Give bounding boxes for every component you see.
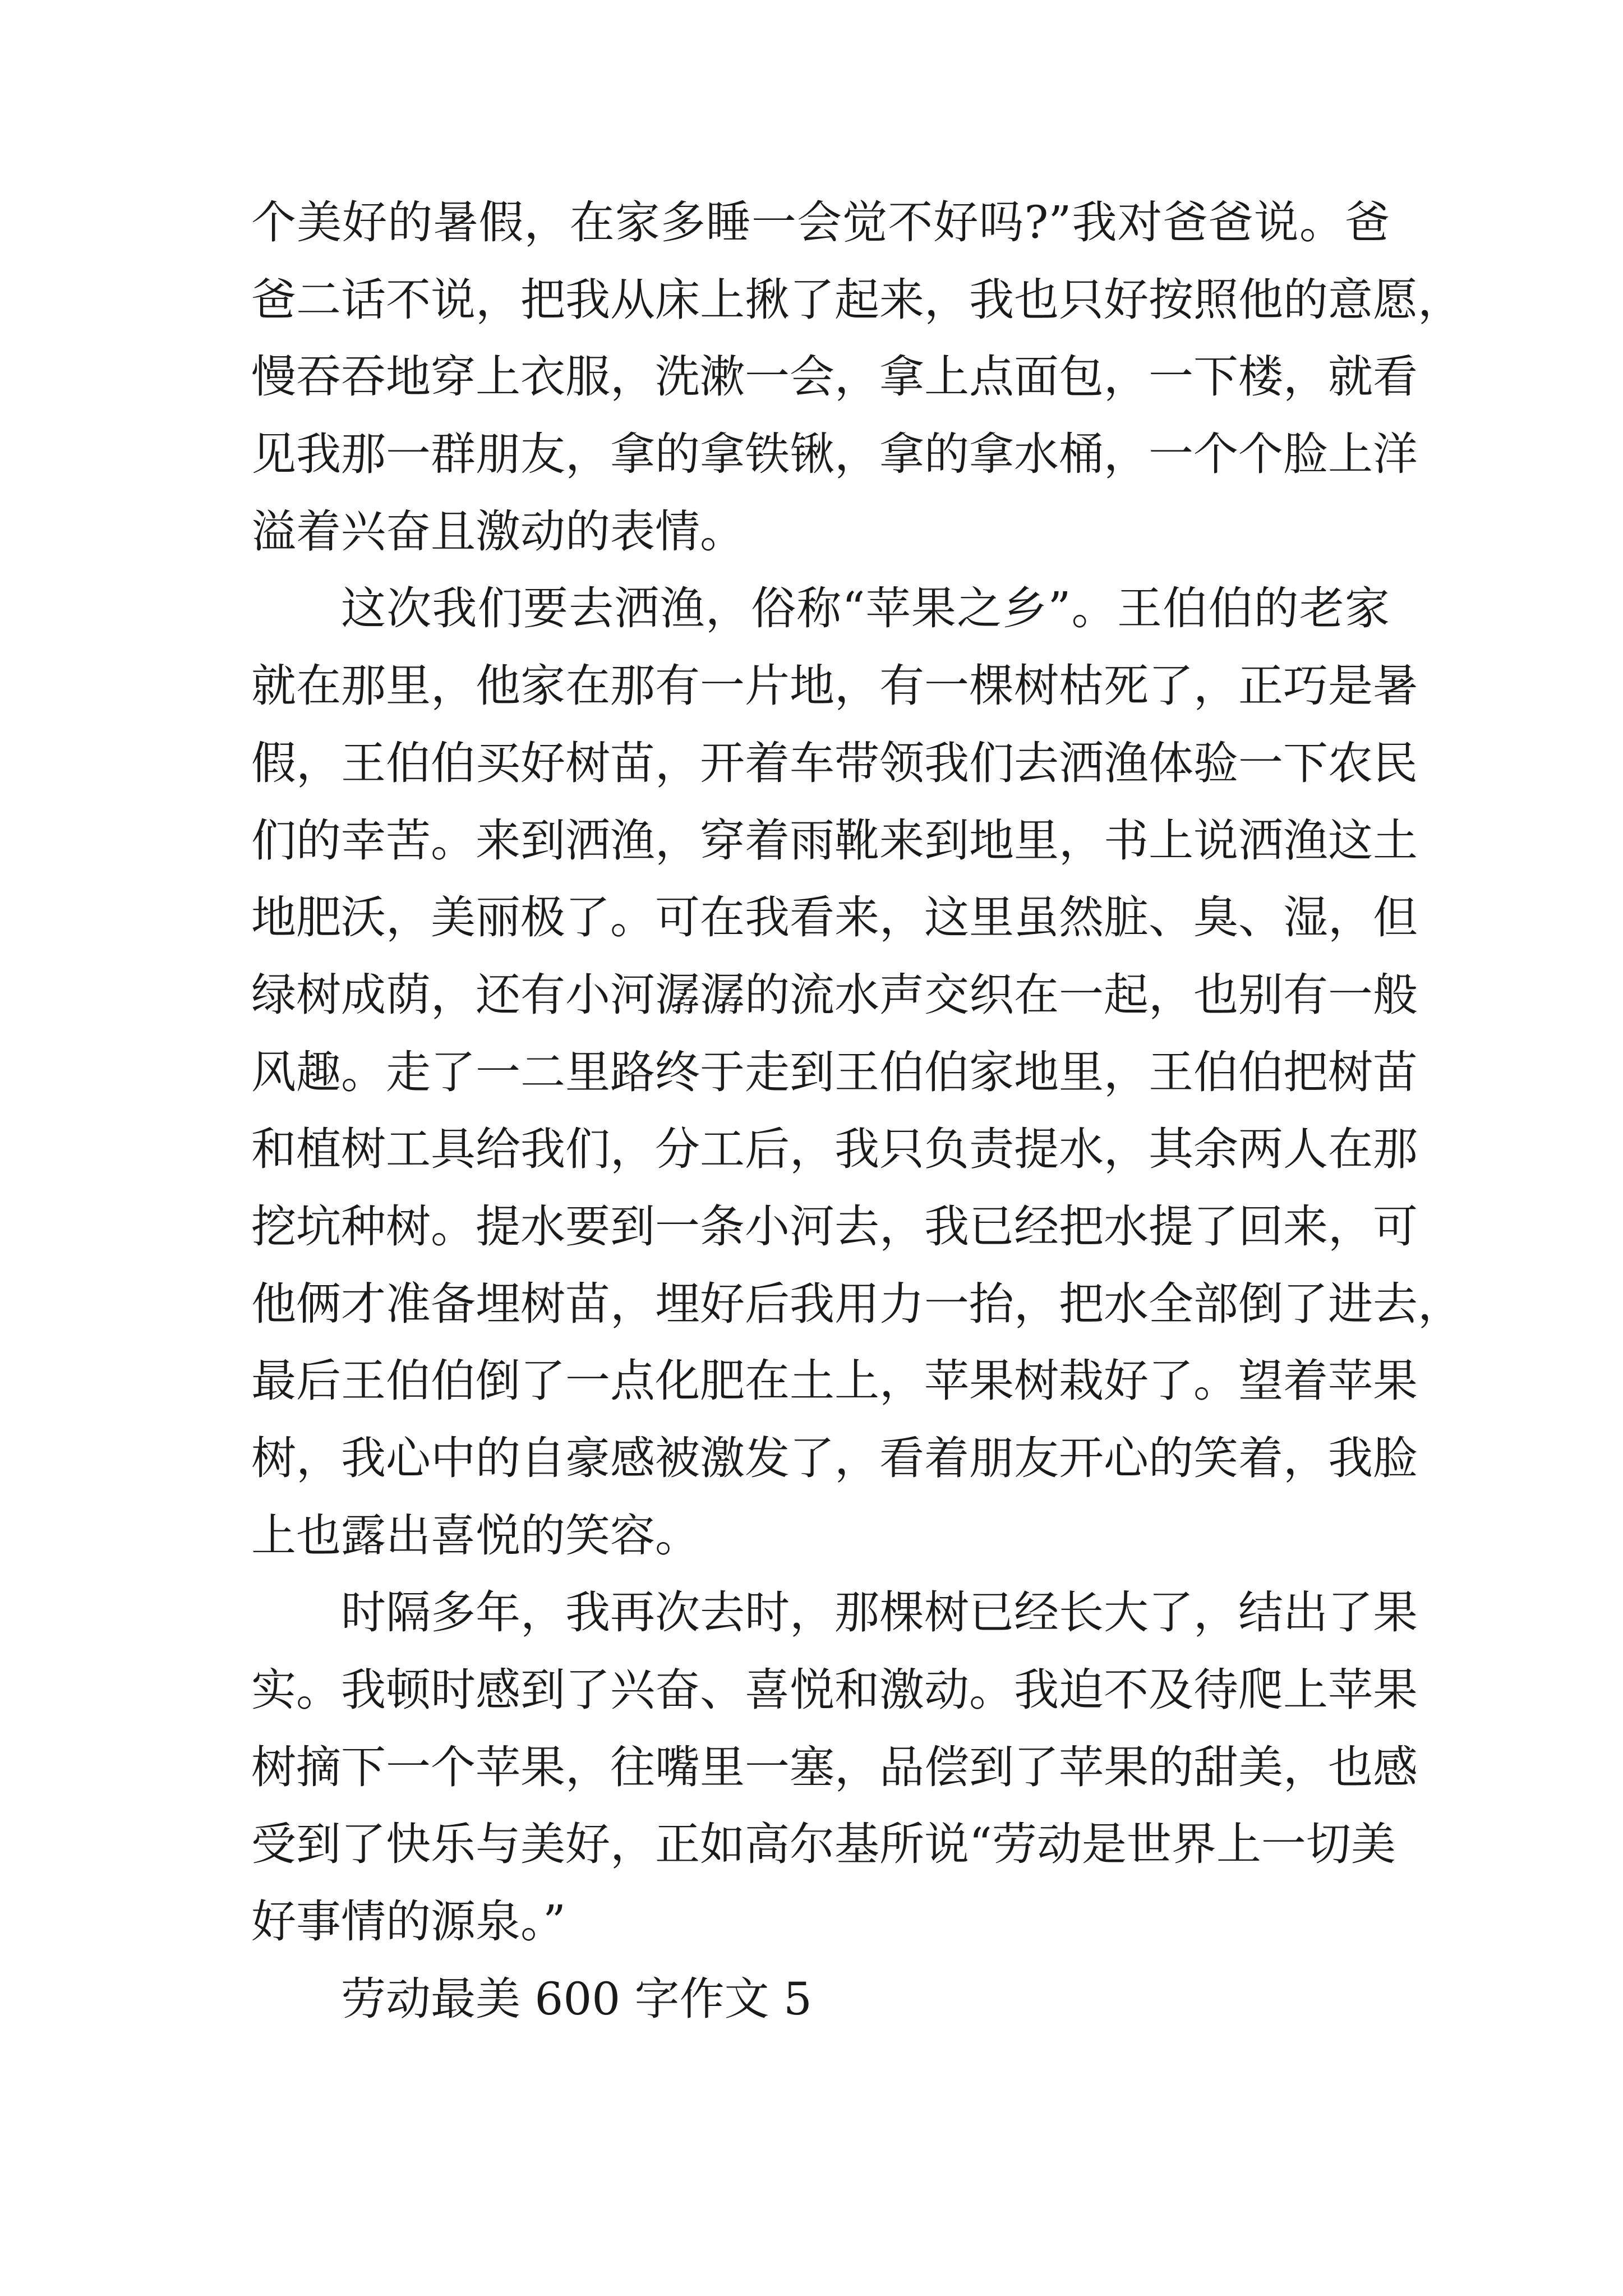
paragraph: [251, 570, 1463, 1574]
document-body: [251, 184, 1463, 2038]
text-line: 假，王伯伯买好树苗，开着车带领我们去洒渔体验一下农民: [251, 737, 1418, 789]
paragraph: [251, 1574, 1418, 1960]
text-line: 就在那里，他家在那有一片地，有一棵树枯死了，正巧是暑: [251, 660, 1418, 712]
text-line: 上也露出喜悦的笑容。: [251, 1509, 700, 1562]
text-line: 他俩才准备埋树苗，埋好后我用力一抬，把水全部倒了进去，: [251, 1277, 1463, 1330]
text-line: 们的幸苦。来到洒渔，穿着雨靴来到地里，书上说洒渔这土: [251, 814, 1418, 867]
text-line: 时隔多年，我再次去时，那棵树已经长大了，结出了果: [341, 1586, 1418, 1639]
text-line: 实。我顿时感到了兴奋、喜悦和激动。我迫不及待爬上苹果: [251, 1664, 1418, 1717]
text-line: 和植树工具给我们，分工后，我只负责提水，其余两人在那: [251, 1123, 1418, 1176]
text-line: 风趣。走了一二里路终于走到王伯伯家地里，王伯伯把树苗: [251, 1046, 1418, 1098]
text-line: 地肥沃，美丽极了。可在我看来，这里虽然脏、臭、湿，但: [251, 891, 1418, 944]
text-line: 慢吞吞地穿上衣服，洗漱一会，拿上点面包，一下楼，就看: [251, 351, 1418, 403]
text-line: 这次我们要去洒渔，俗称“苹果之乡”。王伯伯的老家: [341, 582, 1390, 635]
section-heading: [251, 1961, 1390, 2038]
paragraph: [251, 184, 1463, 570]
text-line: 受到了快乐与美好，正如高尔基所说“劳动是世界上一切美: [251, 1818, 1396, 1871]
text-line: 最后王伯伯倒了一点化肥在土上，苹果树栽好了。望着苹果: [251, 1355, 1418, 1407]
text-line: 绿树成荫，还有小河潺潺的流水声交织在一起，也别有一般: [251, 968, 1418, 1021]
text-line: 个美好的暑假，在家多睡一会觉不好吗?”我对爸爸说。爸: [251, 196, 1390, 249]
text-line: 见我那一群朋友，拿的拿铁锹，拿的拿水桶，一个个脸上洋: [251, 428, 1418, 481]
heading-text: 劳动最美 600 字作文 5: [341, 1972, 812, 2025]
text-line: 挖坑种树。提水要到一条小河去，我已经把水提了回来，可: [251, 1200, 1418, 1253]
text-line: 树摘下一个苹果，往嘴里一塞，品偿到了苹果的甜美，也感: [251, 1741, 1418, 1793]
text-line: 树，我心中的自豪感被激发了，看着朋友开心的笑着，我脸: [251, 1432, 1418, 1484]
text-line: 溢着兴奋且激动的表情。: [251, 505, 745, 558]
text-line: 爸二话不说，把我从床上揪了起来，我也只好按照他的意愿，: [251, 273, 1463, 326]
text-line: 好事情的源泉。”: [251, 1895, 566, 1948]
